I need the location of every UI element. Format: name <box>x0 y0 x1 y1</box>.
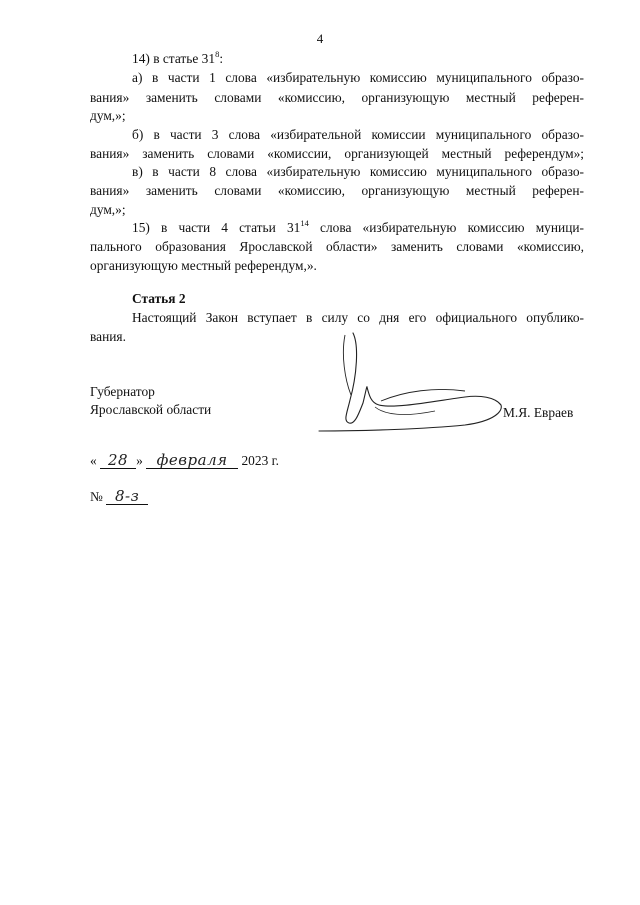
date-month: февраля <box>156 451 228 469</box>
item-v-line-3: дум,»; <box>90 202 126 217</box>
item-14-suffix: : <box>219 51 224 66</box>
signer-name: М.Я. Евраев <box>503 405 574 420</box>
handwritten-signature <box>315 325 515 435</box>
number-line <box>90 488 148 505</box>
article-2-line-2: вания. <box>90 329 126 344</box>
date-line <box>90 452 279 469</box>
article-2-line-1: Настоящий Закон вступает в силу со дня его официального опублико- <box>132 310 584 325</box>
item-v-line-1: в) в части 8 слова «избирательную комиссию муниципального образо- <box>132 164 584 179</box>
page-number: 4 <box>316 31 324 46</box>
item-b-line-2: вания» заменить словами «комиссии, организующей местный референдум»; <box>90 146 584 161</box>
governor-title: Губернатор <box>90 384 155 399</box>
date-day: 28 <box>108 451 129 469</box>
date-year: 2023 г. <box>241 453 279 468</box>
governor-region: Ярославской области <box>90 402 212 417</box>
item-a-line-2: вания» заменить словами «комиссию, организующую местный референ- <box>90 90 584 105</box>
item-15-line-1 <box>132 219 584 236</box>
item-14-superscript: 8 <box>215 48 220 59</box>
item-15-line-2: пального образования Ярославской области» заменить словами «комиссию, <box>90 239 584 254</box>
number-label: № <box>90 489 103 504</box>
date-open-quote: « <box>90 453 97 468</box>
item-a-line-3: дум,»; <box>90 108 126 123</box>
item-14-prefix: 14) в статье 31 <box>132 51 216 66</box>
item-v-line-2: вания» заменить словами «комиссию, организующую местный референ- <box>90 183 584 198</box>
item-15-superscript: 14 <box>300 217 309 228</box>
article-2-heading: Статья 2 <box>132 291 186 306</box>
item-15-suffix: слова «избирательную комиссию муници- <box>308 220 584 235</box>
item-14-heading <box>132 50 223 67</box>
item-15-line-3: организующую местный референдум,». <box>90 258 317 273</box>
number-value: 8-з <box>114 487 140 505</box>
item-a-line-1: а) в части 1 слова «избирательную комиссию муниципального образо- <box>132 70 584 85</box>
date-close-quote: » <box>136 453 143 468</box>
item-b-line-1: б) в части 3 слова «избирательной комиссии муниципального образо- <box>132 127 584 142</box>
item-15-prefix: 15) в части 4 статьи 31 <box>132 220 301 235</box>
